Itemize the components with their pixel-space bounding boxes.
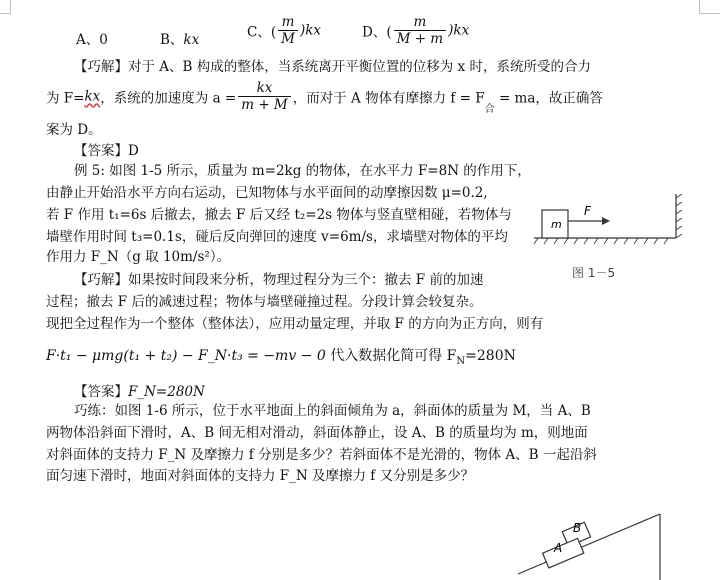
explain1-frac-den: m + M [241, 97, 288, 113]
figure-1-5-caption: 图 1－5 [572, 266, 616, 280]
option-d-numerator: m [394, 14, 447, 31]
answer2 [74, 380, 205, 400]
equation-formula: F·t₁ − μmg(t₁ + t₂) − F_N·t₃ = −mv − 0 [46, 348, 326, 364]
explain1-line3: 案为 D。 [46, 122, 102, 138]
figure-1-5 [530, 190, 700, 250]
equation-line [46, 345, 516, 367]
page-corner-mark-right [699, 0, 700, 14]
equation-tail: 代入数据化简可得 F [325, 348, 457, 364]
explain2-line2: 过程；撤去 F 后的减速过程；物体与墙壁碰撞过程。分段计算会较复杂。 [46, 294, 483, 310]
option-b [160, 28, 199, 48]
page-corner-mark-left [10, 0, 11, 14]
block-label: m [551, 218, 562, 231]
option-d-denominator: M + m [396, 31, 444, 47]
answer2-value: F_N=280N [128, 384, 205, 400]
option-d-prefix: D、( [362, 24, 392, 41]
exercise-line1: 巧练：如图 1-6 所示，位于水平地面上的斜面倾角为 a，斜面体的质量为 M，当 A、B [74, 403, 591, 419]
answer1: 【答案】D [74, 143, 139, 159]
page-corner-mark-left-h [0, 13, 11, 14]
equation-tail-value: =280N [465, 348, 516, 364]
option-a: A、0 [76, 32, 108, 48]
explain1-text-c: ，而对于 A 物体有摩擦力 f = F [292, 90, 485, 107]
option-b-expr: kx [183, 32, 200, 48]
exercise-line3: 对斜面体的支持力 F_N 及摩擦力 f 分别是多少？若斜面体不是光滑的，物体 A、B 一起沿斜 [46, 447, 597, 463]
option-c-prefix: C、( [247, 24, 277, 41]
explain2-line3: 现把全过程作为一个整体（整体法），应用动量定理，并取 F 的方向为正方向，则有 [46, 316, 544, 332]
explain1-line1: 【巧解】对于 A、B 构成的整体，当系统离开平衡位置的位移为 x 时，系统所受的合力 [74, 59, 591, 75]
explain2-line1: 【巧解】如果按时间段来分析，物理过程分为三个：撤去 F 前的加速 [74, 272, 484, 288]
example5-line4: 墙壁作用时间 t₃=0.1s，碰后反向弹回的速度 v=6m/s，求墙壁对物体的平均 [46, 229, 508, 245]
explain1-sub: 合 [484, 104, 495, 115]
exercise-line4: 面匀速下滑时，地面对斜面体的支持力 F_N 及摩擦力 f 又分别是多少？ [46, 468, 475, 484]
block-b-label: B [573, 521, 582, 535]
answer2-prefix: 【答案】 [74, 384, 128, 400]
option-d-suffix: )kx [448, 22, 470, 39]
exercise-line2: 两物体沿斜面下滑时，A、B 间无相对滑动，斜面体静止，设 A、B 的质量均为 m，则地面 [46, 425, 588, 441]
block-a-label: A [554, 541, 563, 555]
force-label: F [584, 204, 591, 218]
equation-tail-sub: N [456, 355, 466, 367]
block-a [543, 538, 584, 568]
explain1-text-d: = ma，故正确答 [494, 90, 603, 107]
example5-line5: 作用力 F_N（g 取 10m/s²）。 [46, 249, 231, 265]
figure-1-6 [510, 500, 710, 580]
explain1-text-b: ，系统的加速度为 a = [100, 90, 237, 107]
explain1-frac-num: kx [238, 80, 291, 97]
example5-line1: 例 5: 如图 1-5 所示，质量为 m=2kg 的物体，在水平力 F=8N 的作用下， [74, 163, 531, 179]
option-b-prefix: B、 [160, 32, 184, 48]
option-c-denominator: M [281, 31, 295, 47]
option-d [362, 14, 469, 47]
explain1-text-a: 为 F= [46, 90, 85, 107]
option-c [247, 14, 321, 47]
explain1-line2 [46, 80, 603, 115]
example5-line2: 由静止开始沿水平方向右运动，已知物体与水平面间的动摩擦因数 μ=0.2, [46, 185, 488, 201]
explain1-kx: kx [84, 88, 101, 105]
option-c-numerator: m [278, 14, 298, 31]
example5-line3: 若 F 作用 t₁=6s 后撤去，撤去 F 后又经 t₂=2s 物体与竖直壁相碰，若物体与 [46, 207, 512, 223]
option-c-suffix: )kx [299, 22, 321, 39]
page-corner-mark-right-h [699, 13, 720, 14]
